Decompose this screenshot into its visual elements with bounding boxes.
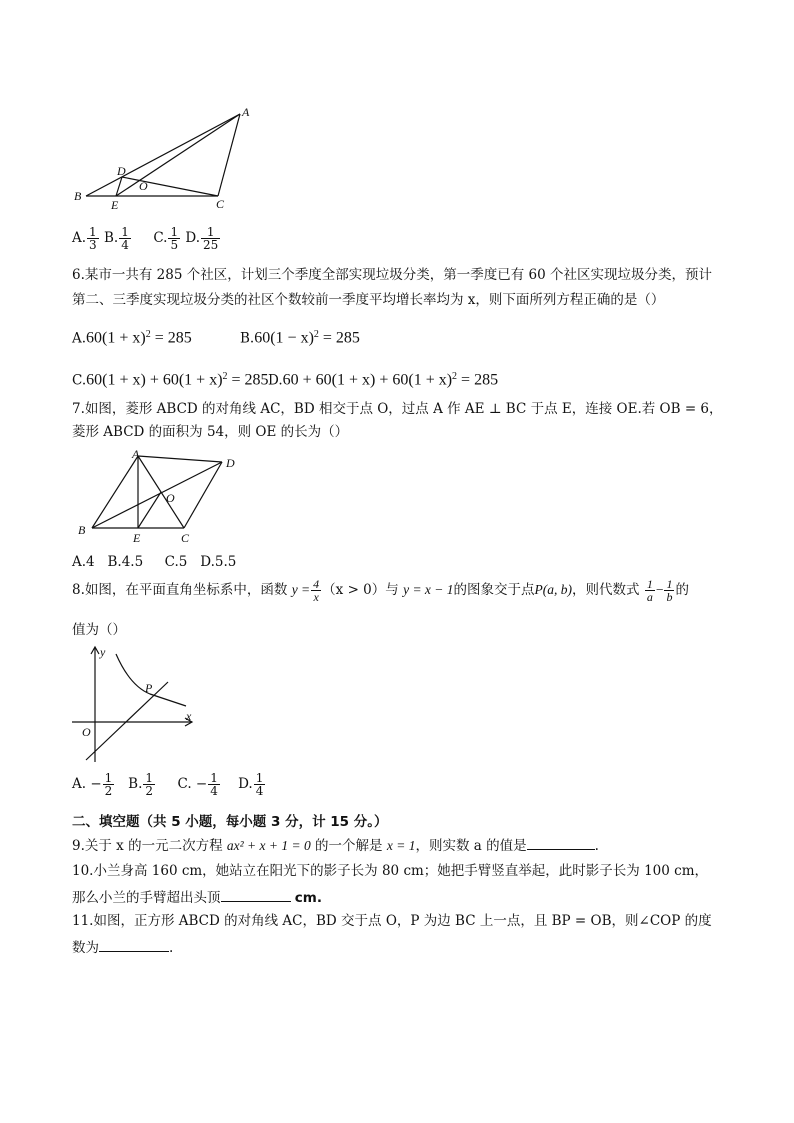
label-C: C: [181, 531, 190, 545]
q8-func-frac: $\frac{4}{x}$: [313, 577, 320, 604]
q10-answer-blank[interactable]: [221, 887, 291, 902]
q11-line-2: 数为 .: [72, 937, 173, 957]
label-A: A: [242, 105, 250, 119]
q7-line-2: 菱形 ABCD 的面积为 54，则 OE 的长为（）: [72, 424, 349, 440]
q6-line-1: 6.某市一共有 285 个社区，计划三个季度全部实现垃圾分类，第一季度已有 60 个社区实现垃圾分类，预计: [72, 267, 712, 283]
label-D: D: [117, 164, 126, 178]
q10-line-2: 那么小兰的手臂超出头顶 cm.: [72, 887, 322, 907]
label-x: x: [186, 709, 192, 723]
label-P: P: [145, 681, 153, 695]
label-y: y: [100, 645, 106, 659]
q5-option-c-label: C.: [153, 230, 168, 246]
q8-option-d-frac: $\frac{1}{4}$: [255, 771, 264, 798]
label-B: B: [78, 523, 86, 537]
label-E: E: [133, 531, 141, 545]
figure-graph-q8: [68, 642, 198, 766]
q5-options: [72, 226, 221, 251]
q6-option-b: $B.60(1 - x)^2 = 285$: [240, 329, 360, 347]
q8-expr-frac-b: $\frac{1}{b}$: [666, 577, 673, 604]
label-O: O: [139, 179, 148, 193]
q7-line-1: 7.如图，菱形 ABCD 的对角线 AC，BD 相交于点 O，过点 A 作 AE ⊥ BC 于点 E，连接 OE.若 OB = 6，: [72, 401, 723, 417]
segment-BA: [86, 114, 240, 196]
segment-OE: [138, 492, 161, 528]
q5-option-c-frac: $\frac{1}{5}$: [170, 225, 179, 252]
q10-line-1: 10.小兰身高 160 cm，她站立在阳光下的影子长为 80 cm；她把手臂竖直举起，此时影子长为 100 cm，: [72, 863, 709, 879]
q9-line: 9.关于 x 的一元二次方程 ax² + x + 1 = 0 的一个解是 x = 1，则实数 a 的值是 .: [72, 835, 599, 855]
segment-AB: [92, 456, 138, 528]
segment-AD: [138, 456, 222, 462]
label-B: B: [74, 189, 82, 203]
label-O: O: [82, 725, 91, 739]
figure-triangle-q5: [70, 104, 260, 212]
q6-line-2: 第二、三季度实现垃圾分类的社区个数较前一季度平均增长率均为 x，则下面所列方程正确的是（）: [72, 292, 665, 308]
q5-option-a-label: A.: [72, 230, 87, 246]
line-y-x-minus-1: [86, 682, 168, 760]
q5-option-b-frac: $\frac{1}{4}$: [121, 225, 129, 252]
q9-answer-blank[interactable]: [527, 835, 595, 850]
q11-answer-blank[interactable]: [99, 937, 169, 952]
figure-rhombus-q7: [72, 446, 252, 548]
q6-option-a: $A.60(1 + x)^2 = 285$: [72, 329, 192, 347]
q5-option-b-label: B.: [103, 230, 119, 246]
q8-expr-frac-a: $\frac{1}{a}$: [646, 577, 653, 604]
section-2-heading: 二、填空题（共 5 小题，每小题 3 分，计 15 分。）: [72, 814, 388, 830]
label-C: C: [216, 197, 225, 211]
label-O: O: [166, 491, 175, 505]
q7-options: A.4 B.4.5 C.5 D.5.5: [72, 554, 237, 570]
q8-options: A. − $\frac{1}{2}$ B. $\frac{1}{2}$ C. − $\frac{1}{4}$ D. $\frac{1}{4}$: [72, 771, 264, 798]
q11-line-1: 11.如图，正方形 ABCD 的对角线 AC，BD 交于点 O，P 为边 BC 上一点，且 BP = OB，则∠COP 的度: [72, 913, 712, 929]
q8-option-c-frac: $\frac{1}{4}$: [210, 771, 218, 798]
label-A: A: [132, 447, 140, 461]
q8-line-2: 值为（）: [72, 622, 126, 638]
label-D: D: [226, 456, 235, 470]
q5-option-d-frac: $\frac{1}{25}$: [203, 225, 219, 252]
q5-option-d-label: D.: [185, 230, 201, 246]
q6-option-d: $D.60 + 60(1 + x) + 60(1 + x)^2 = 285$: [268, 371, 499, 389]
q6-option-c: $C.60(1 + x) + 60(1 + x)^2 = 285$: [72, 371, 269, 389]
label-E: E: [111, 198, 119, 212]
q8-line-1: 8.如图，在平面直角坐标系中，函数 y = $\frac{4}{x}$ （x > 0）与 y = x − 1的图象交于点P(a, b)，则代数式 $\frac{1}{a}$ − $\frac{1}{b}$ 的: [72, 577, 689, 604]
q8-option-b-frac: $\frac{1}{2}$: [145, 771, 154, 798]
q5-option-a-frac: $\frac{1}{3}$: [89, 225, 97, 252]
q8-option-a-frac: $\frac{1}{2}$: [104, 771, 113, 798]
segment-DC: [122, 177, 218, 196]
